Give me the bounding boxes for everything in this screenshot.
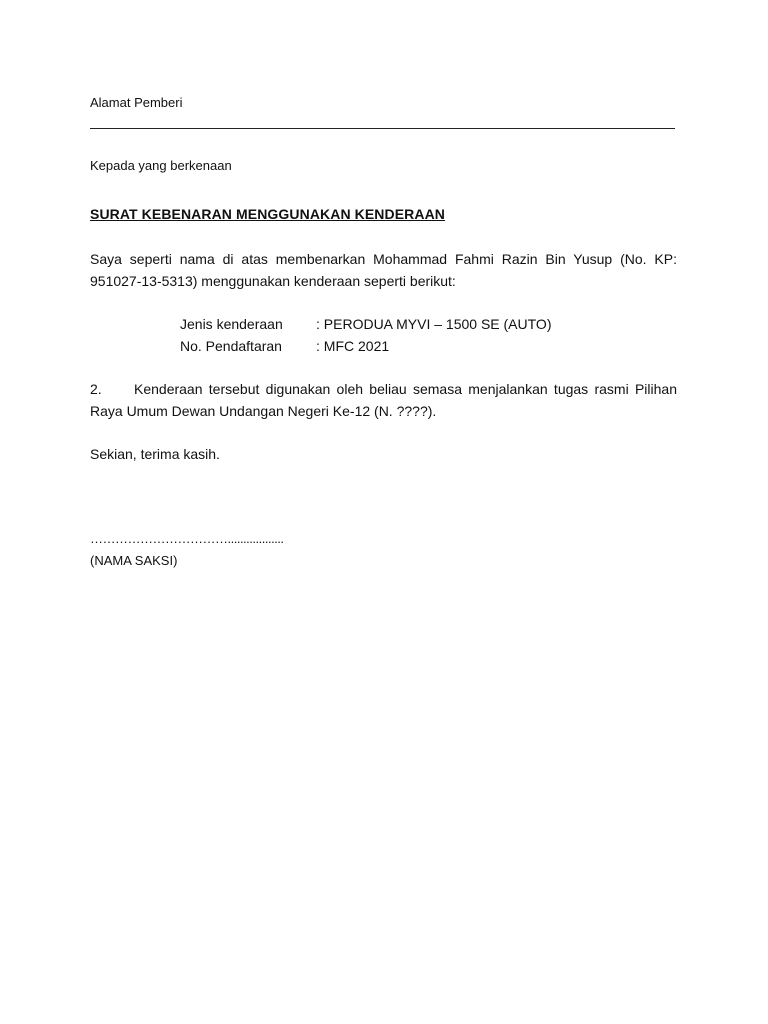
sender-address-label: Alamat Pemberi: [90, 95, 183, 110]
paragraph-2: [90, 378, 677, 422]
witness-label: (NAMA SAKSI): [90, 553, 178, 568]
vehicle-type-row: [180, 313, 551, 335]
paragraph-2-number: 2.: [90, 381, 102, 397]
vehicle-type-label: Jenis kenderaan: [180, 316, 283, 332]
signature-line: ……………………………..................: [90, 531, 284, 546]
salutation: Kepada yang berkenaan: [90, 158, 232, 173]
vehicle-type-value: : PERODUA MYVI – 1500 SE (AUTO): [316, 316, 552, 332]
paragraph-2-text: Kenderaan tersebut digunakan oleh beliau semasa menjalankan tugas rasmi Pilihan Raya Umum Dewan Undangan Negeri Ke-12 (N. ????).: [90, 381, 677, 419]
vehicle-reg-value: : MFC 2021: [316, 338, 390, 354]
letter-title: SURAT KEBENARAN MENGGUNAKAN KENDERAAN: [90, 206, 445, 222]
vehicle-reg-label: No. Pendaftaran: [180, 338, 282, 354]
vehicle-reg-row: [180, 335, 389, 357]
sender-address-line: [90, 128, 675, 129]
closing: Sekian, terima kasih.: [90, 446, 220, 462]
intro-paragraph: Saya seperti nama di atas membenarkan Mohammad Fahmi Razin Bin Yusup (No. KP: 951027-13-5313) menggunakan kenderaan seperti berikut:: [90, 251, 677, 289]
